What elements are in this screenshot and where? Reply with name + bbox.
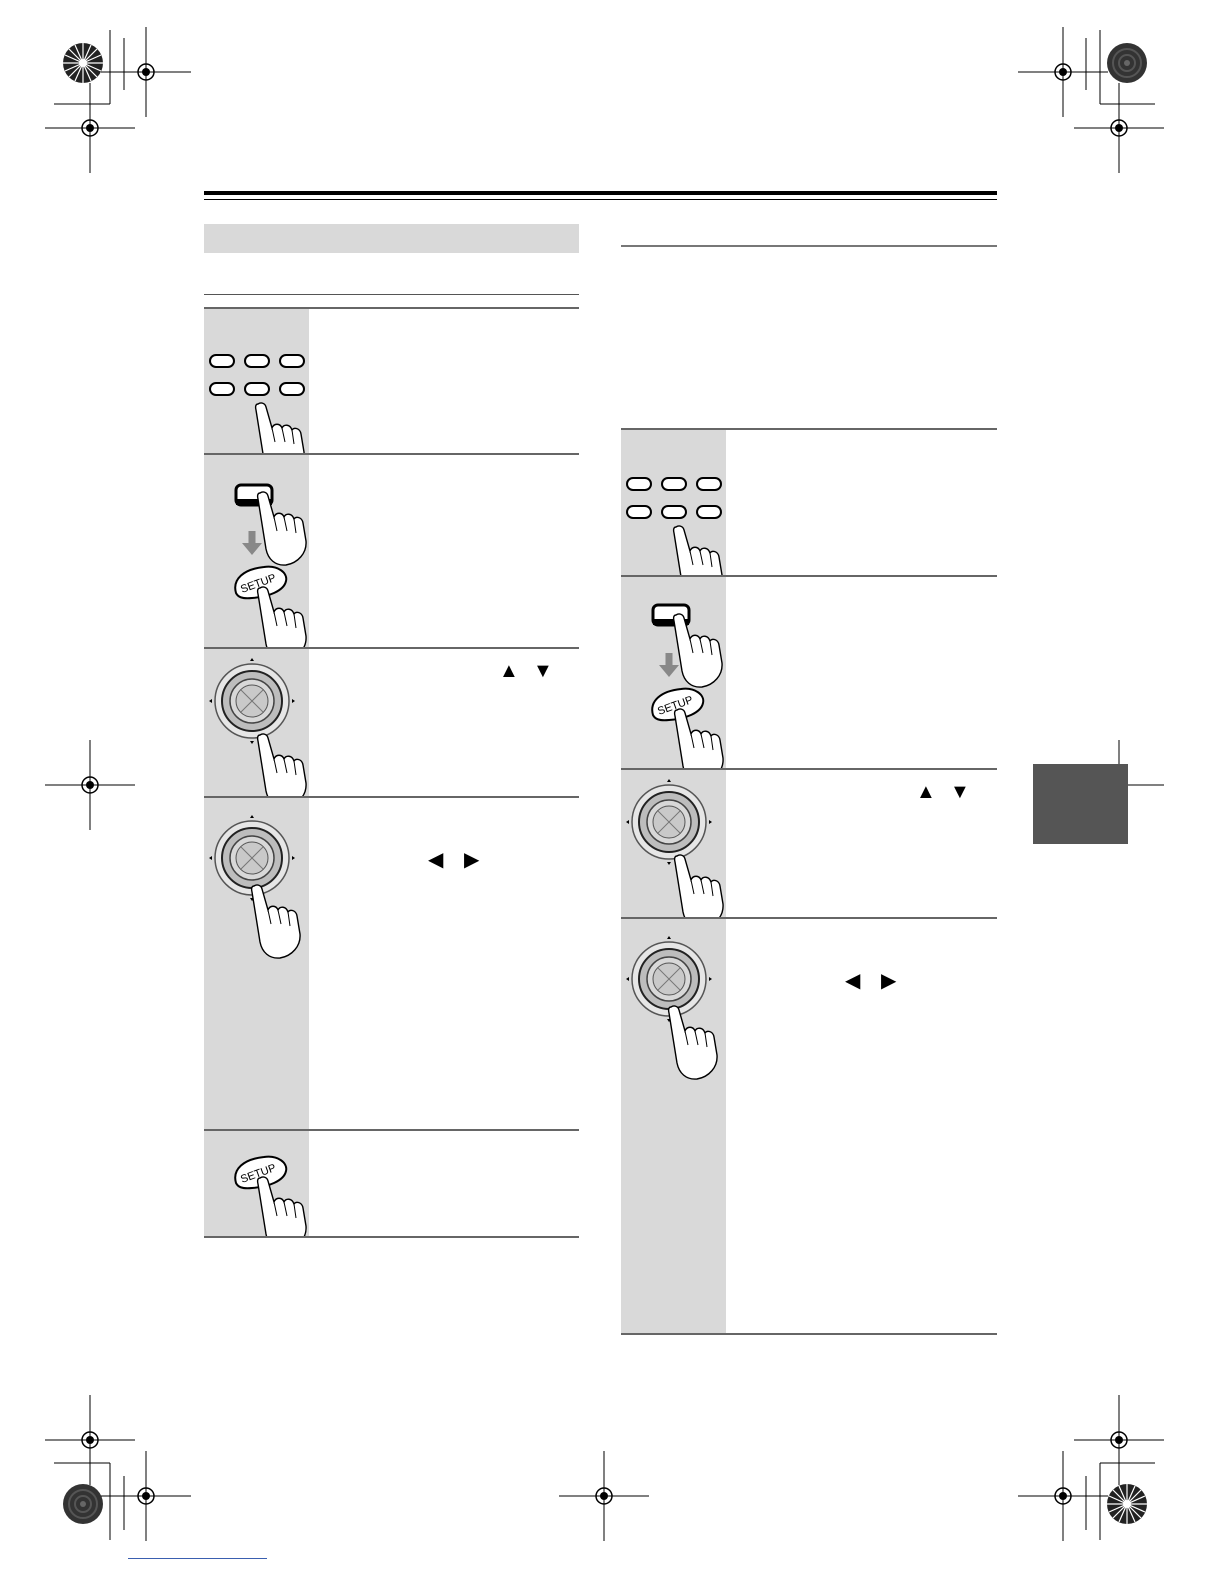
registration-mark-icon bbox=[63, 43, 103, 83]
arrow-pad-icon bbox=[621, 770, 726, 918]
pressing-hand-icon bbox=[675, 855, 723, 918]
step-row bbox=[621, 917, 997, 1333]
step-illustration bbox=[204, 309, 309, 455]
step-illustration bbox=[204, 649, 309, 797]
crop-mark-icon bbox=[1074, 1395, 1164, 1485]
pressing-hand-icon bbox=[674, 526, 722, 577]
step-row bbox=[621, 428, 997, 577]
crop-mark-icon bbox=[1018, 1451, 1108, 1541]
crop-mark-icon bbox=[101, 27, 191, 117]
header-rule-thick bbox=[204, 191, 997, 195]
registration-mark-icon bbox=[1107, 43, 1147, 83]
pressing-hand-icon bbox=[669, 1006, 717, 1079]
step-illustration bbox=[204, 455, 309, 647]
pressing-hand-icon bbox=[258, 1177, 306, 1236]
subsection-rule-left bbox=[204, 294, 579, 295]
crop-mark-icon bbox=[559, 1451, 649, 1541]
step-row bbox=[204, 796, 579, 1130]
header-rule-thin bbox=[204, 199, 997, 200]
left-arrow-icon: ◀ bbox=[428, 849, 444, 871]
subsection-rule-right bbox=[621, 245, 997, 247]
arrow-pad-icon bbox=[621, 919, 726, 1333]
setup-button-icon bbox=[204, 1131, 309, 1236]
remote-mode-button-icon bbox=[204, 455, 309, 647]
crop-mark-icon bbox=[45, 740, 135, 830]
left-arrow-icon: ◀ bbox=[845, 970, 861, 992]
input-selector-buttons-icon bbox=[621, 430, 726, 577]
step-row bbox=[621, 575, 997, 768]
pressing-hand-icon bbox=[674, 614, 722, 687]
pressing-hand-icon bbox=[675, 709, 723, 768]
chapter-side-tab bbox=[1033, 764, 1128, 844]
right-arrow-icon: ▶ bbox=[464, 849, 480, 871]
step-illustration bbox=[204, 798, 309, 1130]
left-step-table bbox=[204, 307, 579, 1238]
section-heading-bar bbox=[204, 224, 579, 253]
input-selector-buttons-icon bbox=[204, 309, 309, 455]
footer-link-underline[interactable] bbox=[128, 1558, 267, 1559]
section-title bbox=[204, 224, 579, 236]
down-arrow-icon: ▼ bbox=[950, 781, 970, 803]
pressing-hand-icon bbox=[256, 403, 304, 455]
registration-mark-icon bbox=[1107, 1484, 1147, 1524]
step-row bbox=[204, 647, 579, 797]
arrow-pad-icon bbox=[204, 798, 309, 1130]
up-arrow-icon: ▲ bbox=[499, 660, 519, 682]
up-arrow-icon: ▲ bbox=[916, 781, 936, 803]
step-illustration bbox=[621, 430, 726, 577]
step-row bbox=[204, 453, 579, 647]
remote-mode-button-icon bbox=[621, 577, 726, 768]
pressing-hand-icon bbox=[258, 734, 306, 797]
step-row bbox=[204, 307, 579, 455]
arrow-pad-icon bbox=[204, 649, 309, 797]
pressing-hand-icon bbox=[252, 885, 300, 958]
registration-mark-icon bbox=[63, 1484, 103, 1524]
crop-mark-icon bbox=[45, 83, 135, 173]
step-row bbox=[204, 1129, 579, 1236]
step-illustration bbox=[204, 1131, 309, 1236]
step-illustration bbox=[621, 577, 726, 768]
crop-mark-icon bbox=[1018, 27, 1108, 117]
crop-mark-icon bbox=[45, 1395, 135, 1485]
step-illustration bbox=[621, 770, 726, 918]
pressing-hand-icon bbox=[258, 492, 306, 565]
right-arrow-icon: ▶ bbox=[881, 970, 897, 992]
right-step-table bbox=[621, 428, 997, 1335]
crop-mark-icon bbox=[1074, 83, 1164, 173]
step-illustration bbox=[621, 919, 726, 1333]
crop-mark-icon bbox=[101, 1451, 191, 1541]
pressing-hand-icon bbox=[258, 587, 306, 647]
step-row bbox=[621, 768, 997, 918]
down-arrow-icon: ▼ bbox=[533, 660, 553, 682]
